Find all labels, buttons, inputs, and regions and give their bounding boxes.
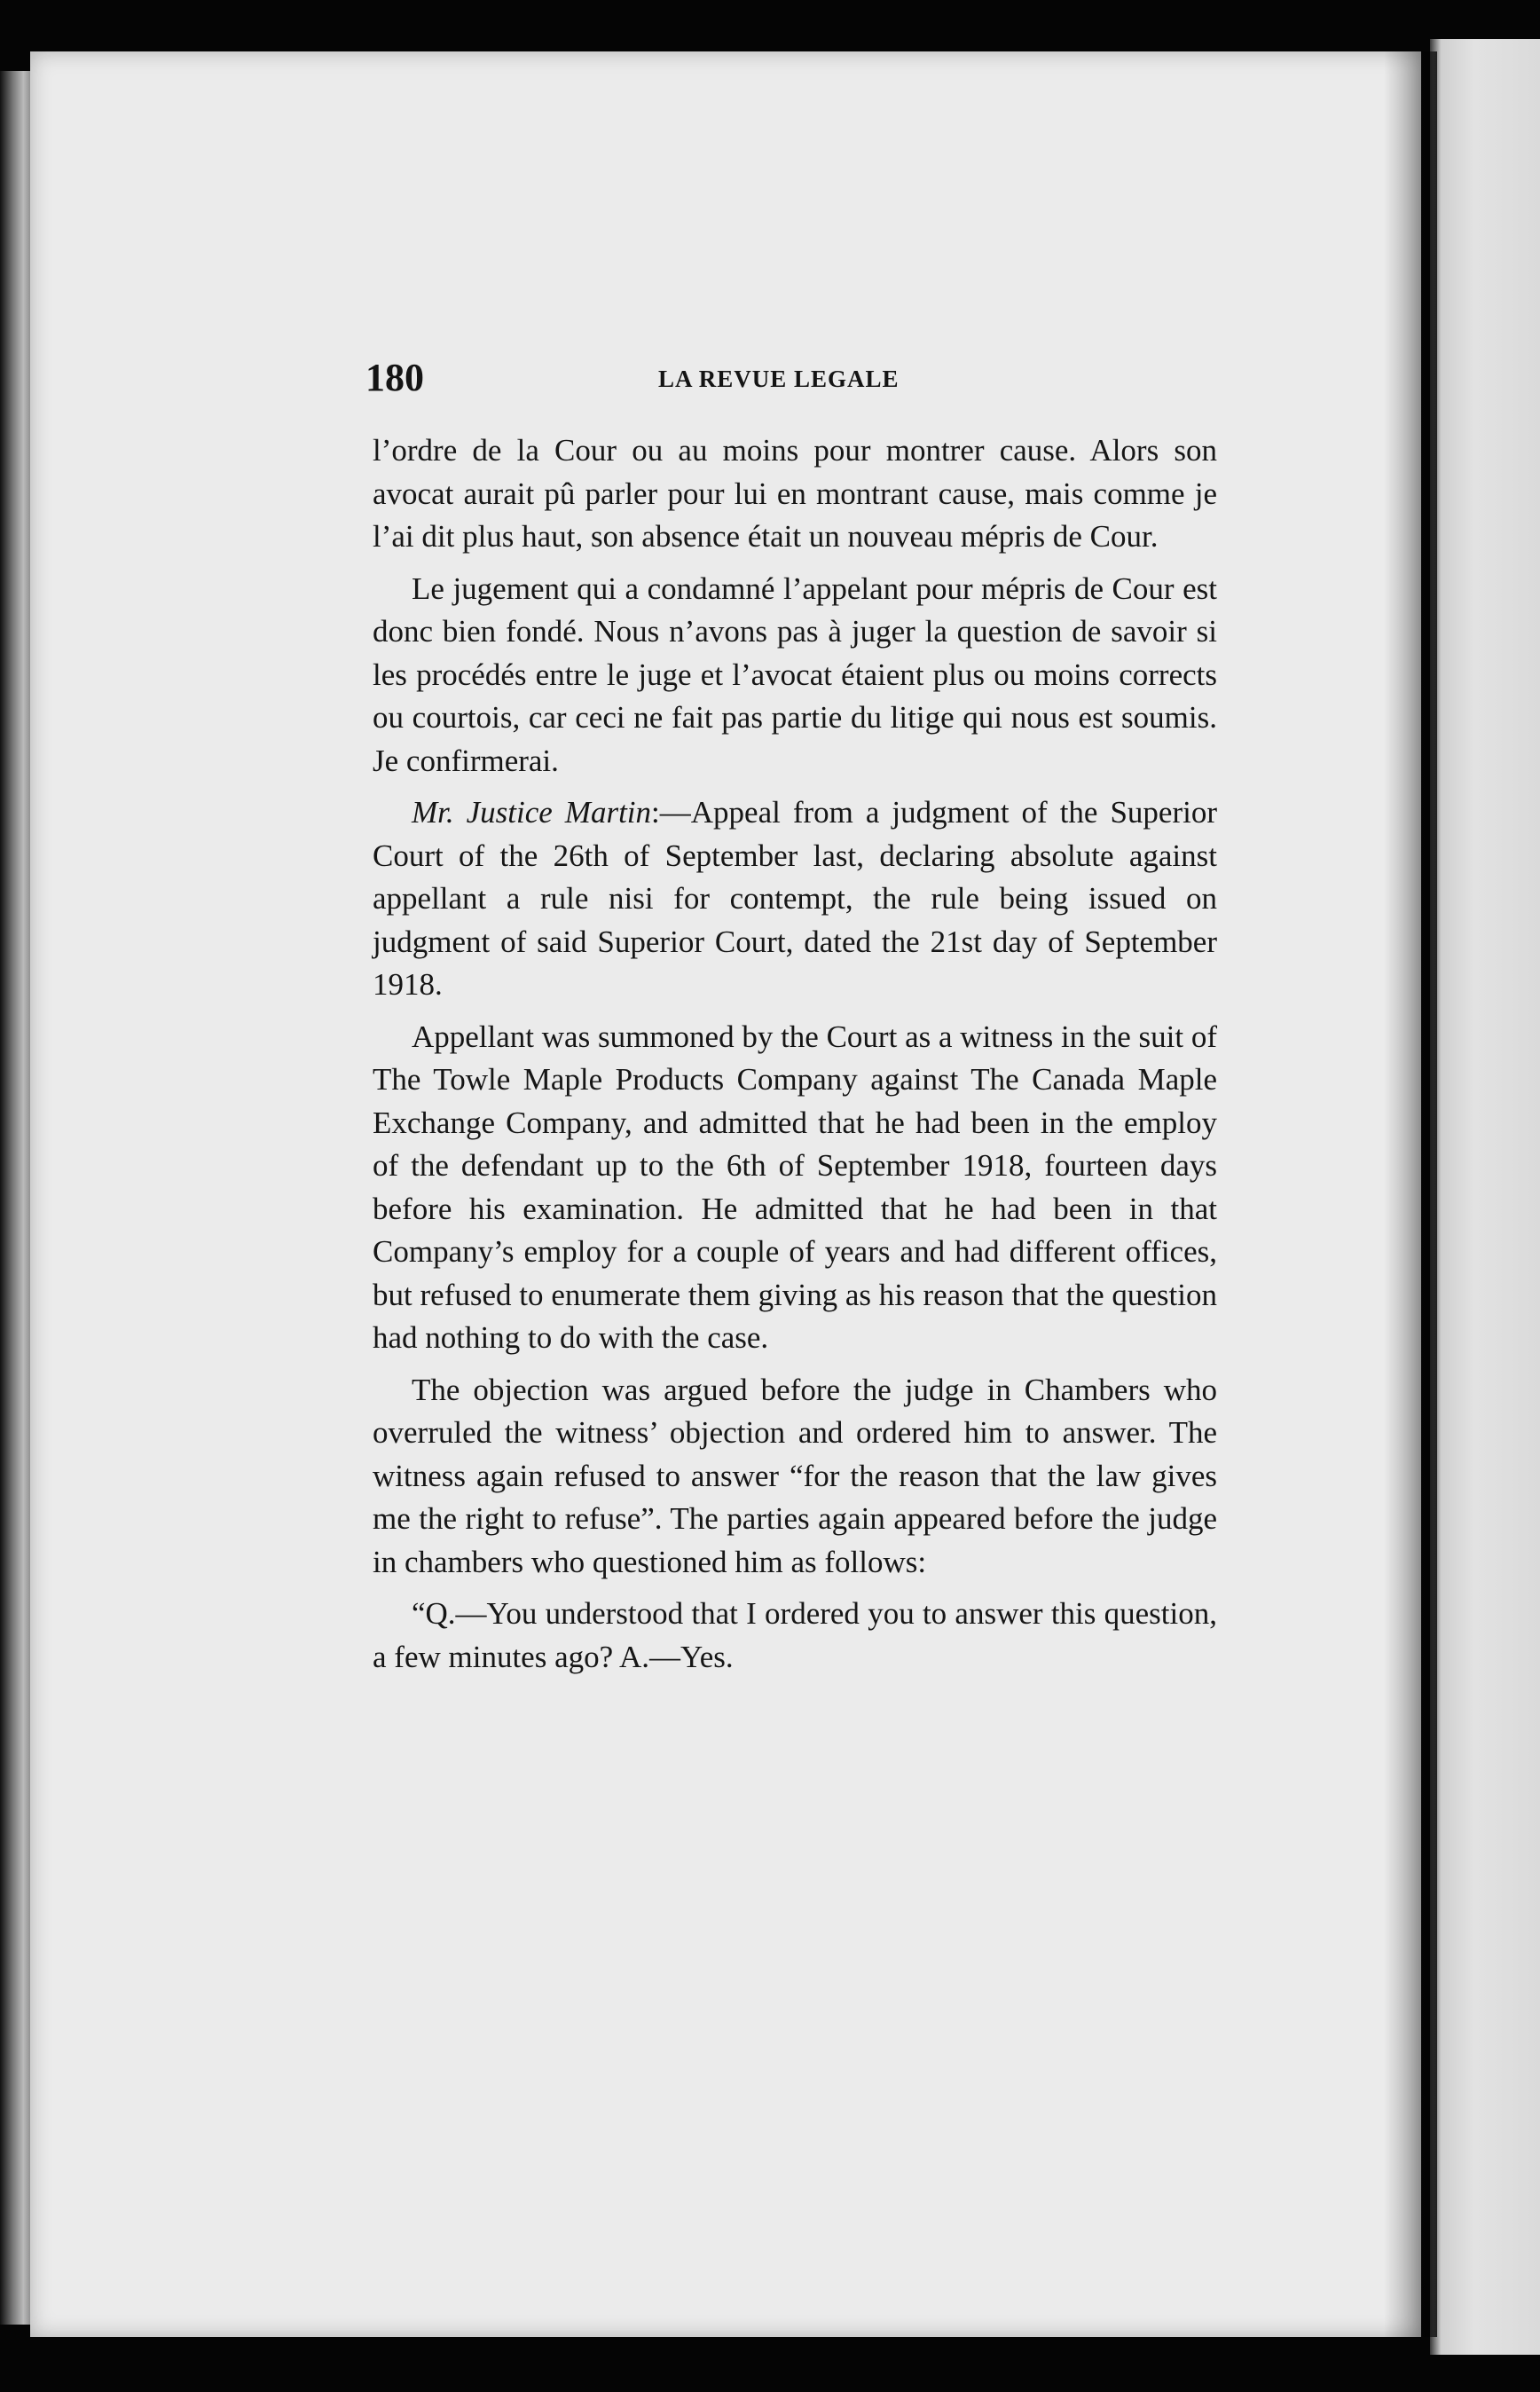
page-number: 180 bbox=[365, 356, 424, 399]
paragraph-3-text: :—Appeal from a judgment of the Superior Court of the 26th of September last, declaring absolute against appellant a rule nisi for contempt, the rule being issued on judgment of said Superior Court, dated the 21st day of September 1918. bbox=[373, 795, 1217, 1002]
paragraph-5: The objection was argued before the judge in Chambers who overruled the witness’ objection and ordered him to answer. The witness again refused to answer “for the reason that the law gives me the right to refuse”. The parties again appeared before the judge in chambers who questioned him as follows: bbox=[373, 1372, 1217, 1579]
gutter-shadow bbox=[1384, 51, 1437, 2337]
page-header bbox=[365, 355, 1219, 408]
paragraph-1: l’ordre de la Cour ou au moins pour montrer cause. Alors son avocat aurait pû parler pour lui en montrant cause, mais comme je l’ai dit plus haut, son absence était un nouveau mépris de Cour. bbox=[373, 433, 1217, 554]
running-head: LA REVUE LEGALE bbox=[658, 366, 900, 392]
facing-page-edge bbox=[1430, 39, 1540, 2355]
paragraph-3 bbox=[373, 791, 1217, 1007]
paragraph-6: “Q.—You understood that I ordered you to answer this question, a few minutes ago? A.—Yes. bbox=[373, 1596, 1217, 1674]
paragraph-2: Le jugement qui a condamné l’appelant pour mépris de Cour est donc bien fondé. Nous n’avons pas à juger la question de savoir si les procédés entre le juge et l’avocat étaient plus ou moins corrects ou courtois, car ceci ne fait pas partie du litige qui nous est soumis. Je confirmerai. bbox=[373, 570, 1217, 778]
paragraph-4: Appellant was summoned by the Court as a witness in the suit of The Towle Maple Products Company against The Canada Maple Exchange Company, and admitted that he had been in the employ of the defendant up to the 6th of September 1918, fourteen days before his examination. He admitted that he had been in that Company’s employ for a couple of years and had different offices, but refused to enumerate them giving as his reason that the question had nothing to do with the case. bbox=[373, 1019, 1217, 1355]
body-text bbox=[373, 429, 1217, 1688]
speaker-name: Mr. Justice Martin bbox=[412, 795, 652, 830]
